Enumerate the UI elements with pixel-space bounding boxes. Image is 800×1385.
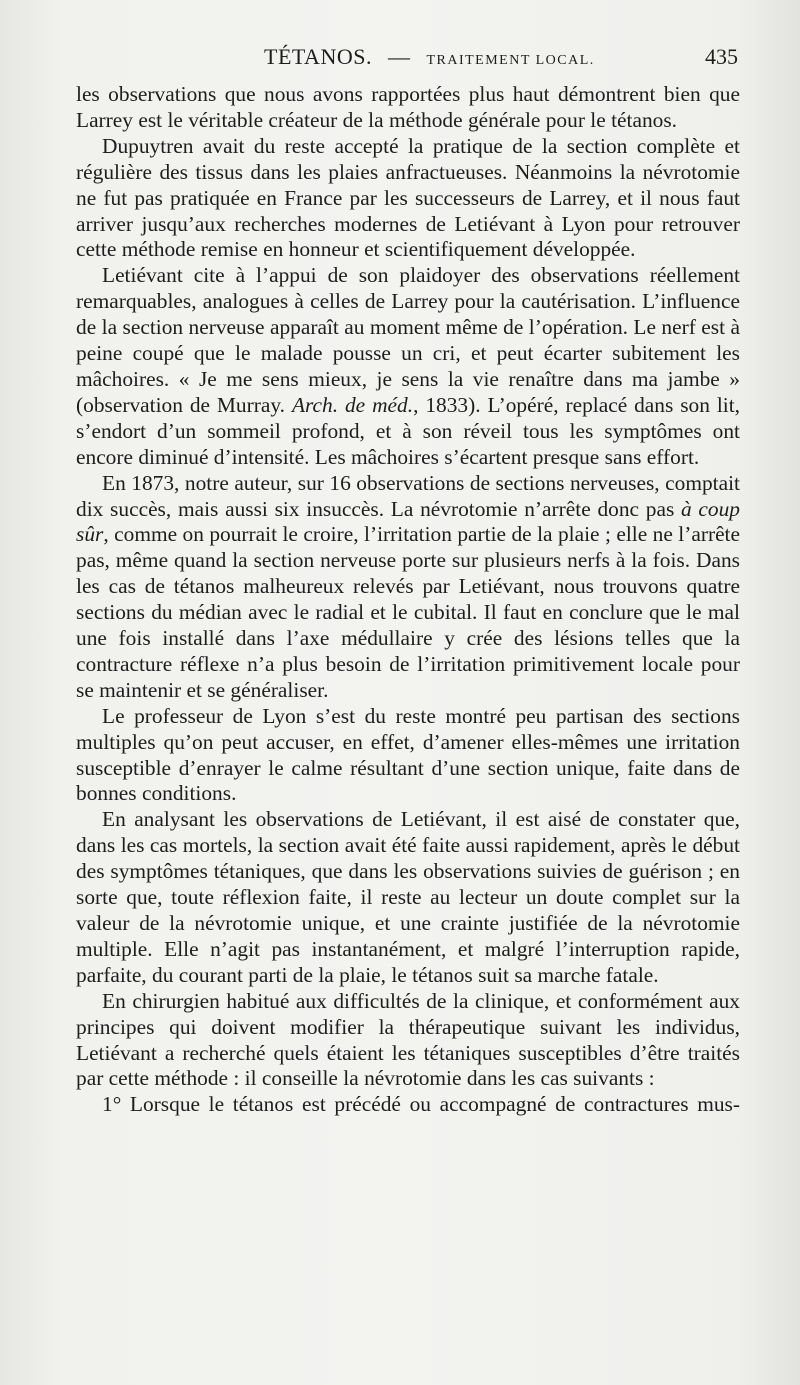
paragraph-5: Le professeur de Lyon s’est du reste montré peu partisan des sections multiples qu’on peut accuser, en effet, d’amener elles-mêmes une irritation susceptible d’enrayer le calme résultant d’une section unique, faite dans de bonnes conditions. xyxy=(76,703,740,806)
paragraph-4 xyxy=(76,471,740,704)
running-header xyxy=(76,44,740,74)
chapter-title: TÉTANOS. xyxy=(264,44,372,69)
running-title xyxy=(264,44,595,70)
paragraph-4-part-2: , comme on pourrait le croire, l’irritation partie de la plaie ; elle ne l’arrête pas, même quand la section nerveuse porte sur plusieurs nerfs à la fois. Dans les cas de tétanos malheureux relevés par Letiévant, nous trouvons quatre sections du médian avec le radial et le cubital. Il faut en conclure que le mal une fois installé dans l’axe médullaire y crée des lésions telles que la contracture réflexe n’a plus besoin de l’irritation primitivement locale pour se maintenir et se généraliser. xyxy=(76,522,740,702)
paragraph-6: En analysant les observations de Letiévant, il est aisé de constater que, dans les cas mortels, la section avait été faite aussi rapidement, après le début des symptômes tétaniques, que dans les observations suivies de guérison ; en sorte que, toute réflexion faite, il reste au lecteur un doute complet sur la valeur de la névrotomie unique, et une crainte justifiée de la névrotomie multiple. Elle n’agit pas instantanément, et malgré l’interruption rapide, parfaite, du courant parti de la plaie, le tétanos suit sa marche fatale. xyxy=(76,807,740,987)
title-dash: — xyxy=(387,44,411,69)
paragraph-4-part-1: En 1873, notre auteur, sur 16 observations de sections nerveuses, comptait dix succès, mais aussi six insuccès. La névrotomie n’arrête donc pas xyxy=(76,470,740,521)
paragraph-2: Dupuytren avait du reste accepté la pratique de la section complète et régulière des tissus dans les plaies anfractueuses. Néanmoins la névrotomie ne fut pas pratiquée en France par les successeurs de Larrey, et il nous faut arriver jusqu’aux recherches modernes de Letiévant à Lyon pour retrouver cette méthode remise en honneur et scientifiquement développée. xyxy=(76,133,740,262)
paragraph-8: 1° Lorsque le tétanos est précédé ou accompagné de contractures mus- xyxy=(102,1092,740,1117)
page-number: 435 xyxy=(705,44,738,69)
paragraph-3-part-2: , 1833). L’opéré, replacé dans son lit, s’endort d’un sommeil profond, et à son réveil tous les symptômes ont encore diminué d’intensité. Les mâchoires s’écartent presque sans effort. xyxy=(76,392,740,469)
section-title: TRAITEMENT LOCAL. xyxy=(426,53,595,68)
paragraph-3 xyxy=(76,263,740,470)
paragraph-3-part-1: Letiévant cite à l’appui de son plaidoyer des observations réellement remarquables, analogues à celles de Larrey pour la cautérisation. L’influence de la section nerveuse apparaît au moment même de l’opération. Le nerf est à peine coupé que le malade pousse un cri, et peut écarter subitement les mâchoires. « Je me sens mieux, je sens la vie renaître dans ma jambe » (observation de Murray. xyxy=(76,263,740,417)
journal-citation: Arch. de méd. xyxy=(291,392,414,417)
emphasis-coup-sur: à coup sûr xyxy=(76,496,740,547)
body-text xyxy=(76,82,740,1118)
paragraph-1: les observations que nous avons rapportées plus haut démontrent bien que Larrey est le véritable créateur de la méthode générale pour le tétanos. xyxy=(76,82,740,132)
paragraph-7: En chirurgien habitué aux difficultés de la clinique, et conformément aux principes qui doivent modifier la thérapeutique suivant les individus, Letiévant a recherché quels étaient les tétaniques susceptibles d’être traités par cette méthode : il conseille la névrotomie dans les cas suivants : xyxy=(76,988,740,1091)
